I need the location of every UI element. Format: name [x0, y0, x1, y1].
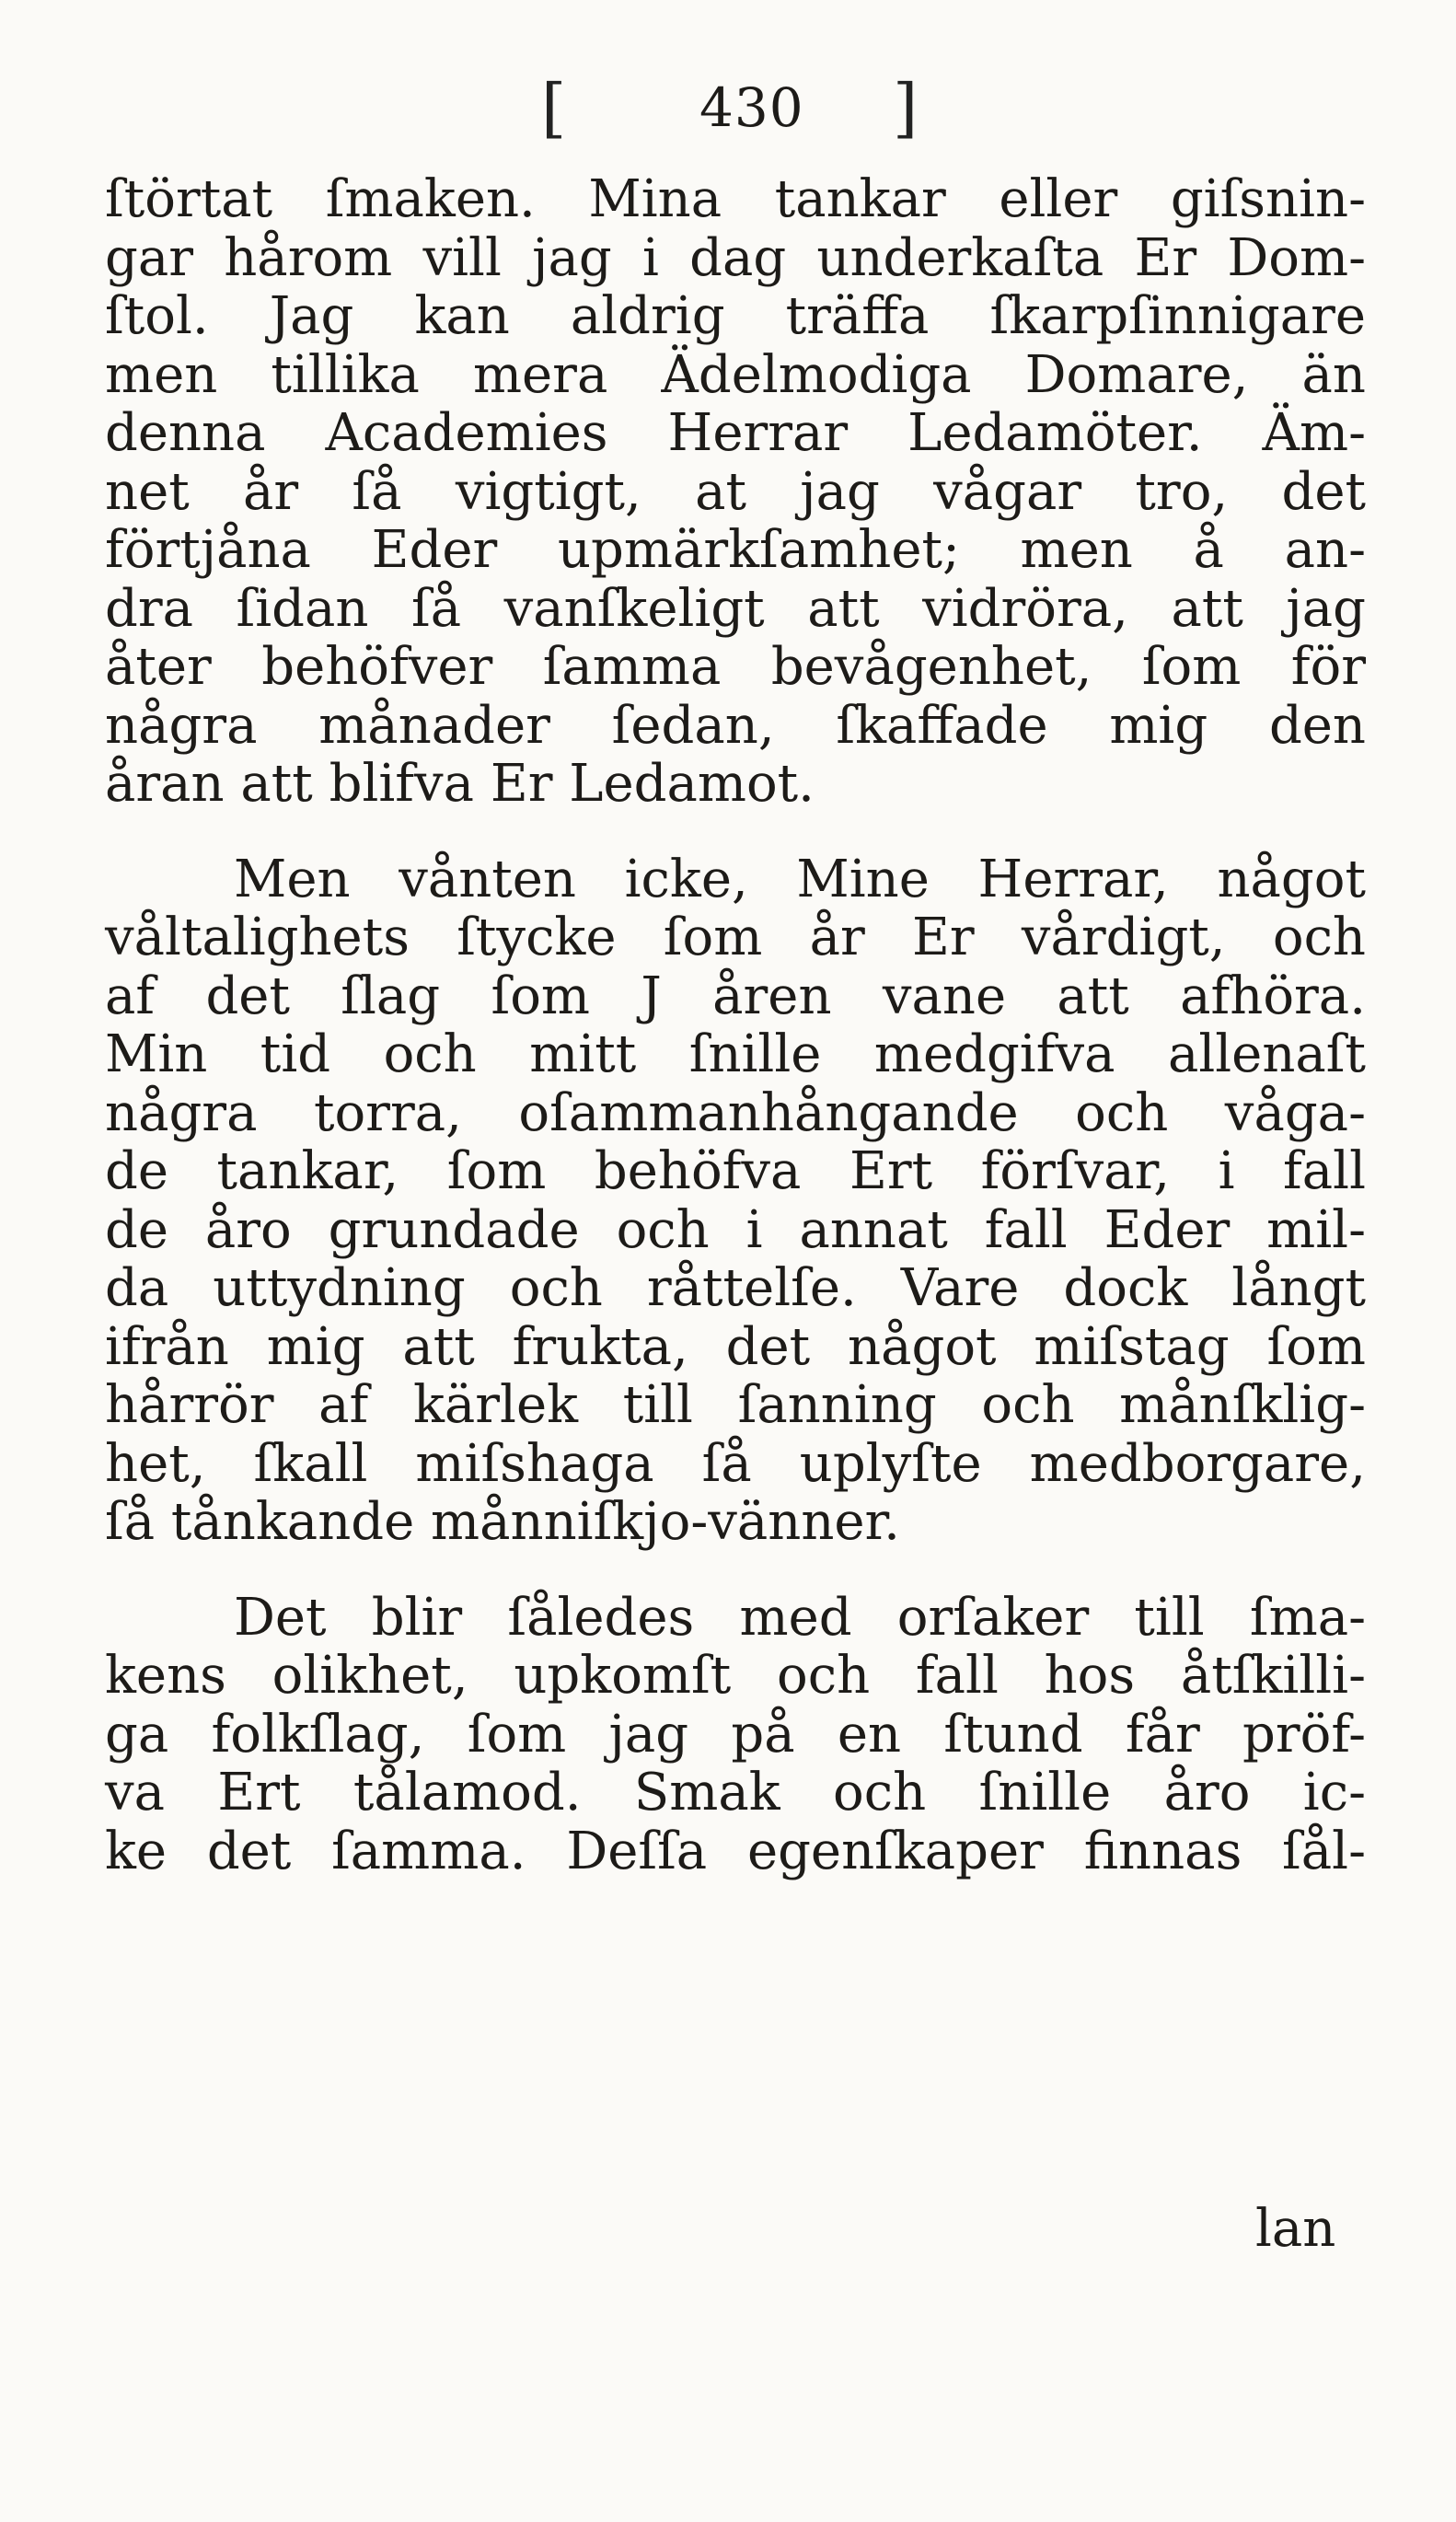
text-line: Det blir ſåledes med orſaker till ſma-: [234, 1587, 1366, 1648]
text-line: ſtörtat ſmaken. Mina tankar eller giſsnin-: [105, 169, 1366, 229]
text-line: de tankar, ſom behöfva Ert förſvar, i fall: [105, 1141, 1366, 1201]
page-header: [0, 66, 1456, 149]
text-line: denna Academies Herrar Ledamöter. Äm-: [105, 403, 1366, 463]
text-line: ſtol. Jag kan aldrig träffa ſkarpſinnigare: [105, 286, 1366, 346]
text-line: net år ſå vigtigt, at jag vågar tro, det: [105, 461, 1366, 522]
body-text: [105, 170, 1366, 1880]
text-line: het, ſkall miſshaga ſå uplyſte medborgare,: [105, 1433, 1366, 1494]
text-line: gar hårom vill jag i dag underkaſta Er Dom-: [105, 227, 1366, 288]
text-line: dra ſidan ſå vanſkeligt att vidröra, att jag: [105, 578, 1366, 639]
paragraph-gap: [105, 814, 1366, 850]
text-line: åran att blifva Er Ledamot.: [105, 754, 815, 814]
text-line: va Ert tålamod. Smak och ſnille åro ic-: [105, 1763, 1366, 1822]
text-line: våltalighets ſtycke ſom år Er vårdigt, och: [105, 908, 1366, 967]
text-line: de åro grundade och i annat fall Eder mil-: [105, 1199, 1366, 1260]
text-line: förtjåna Eder upmärkſamhet; men å an-: [105, 520, 1366, 580]
text-line: ifrån mig att frukta, det något miſstag ſom: [105, 1316, 1366, 1377]
catchword: lan: [1255, 2199, 1336, 2259]
text-line: da uttydning och råttelſe. Vare dock långt: [105, 1258, 1366, 1318]
text-line: ſå tånkande månniſkjo-vänner.: [105, 1492, 900, 1552]
text-line: men tillika mera Ädelmodiga Domare, än: [105, 344, 1366, 405]
page-number: 430: [699, 76, 804, 139]
text-line: hårrör af kärlek till ſanning och månſklig-: [105, 1375, 1366, 1435]
text-line: några månader ſedan, ſkaffade mig den: [105, 695, 1366, 756]
right-bracket: ]: [893, 70, 919, 145]
paragraph-gap: [105, 1552, 1366, 1589]
text-line: Min tid och mitt ſnille medgifva allenaſt: [105, 1024, 1366, 1084]
text-line: af det ſlag ſom J åren vane att afhöra.: [105, 966, 1366, 1026]
text-line: kens olikhet, upkomſt och fall hos åtſkilli-: [105, 1646, 1366, 1706]
text-line: ke det ſamma. Deſſa egenſkaper finnas ſål-: [105, 1821, 1366, 1881]
text-line: Men vånten icke, Mine Herrar, något: [234, 849, 1366, 909]
text-line: några torra, oſammanhångande och våga-: [105, 1082, 1366, 1143]
text-line: åter behöfver ſamma bevågenhet, ſom för: [105, 637, 1366, 697]
left-bracket: [: [541, 70, 567, 145]
text-line: ga folkſlag, ſom jag på en ſtund får pröf-: [105, 1704, 1366, 1764]
